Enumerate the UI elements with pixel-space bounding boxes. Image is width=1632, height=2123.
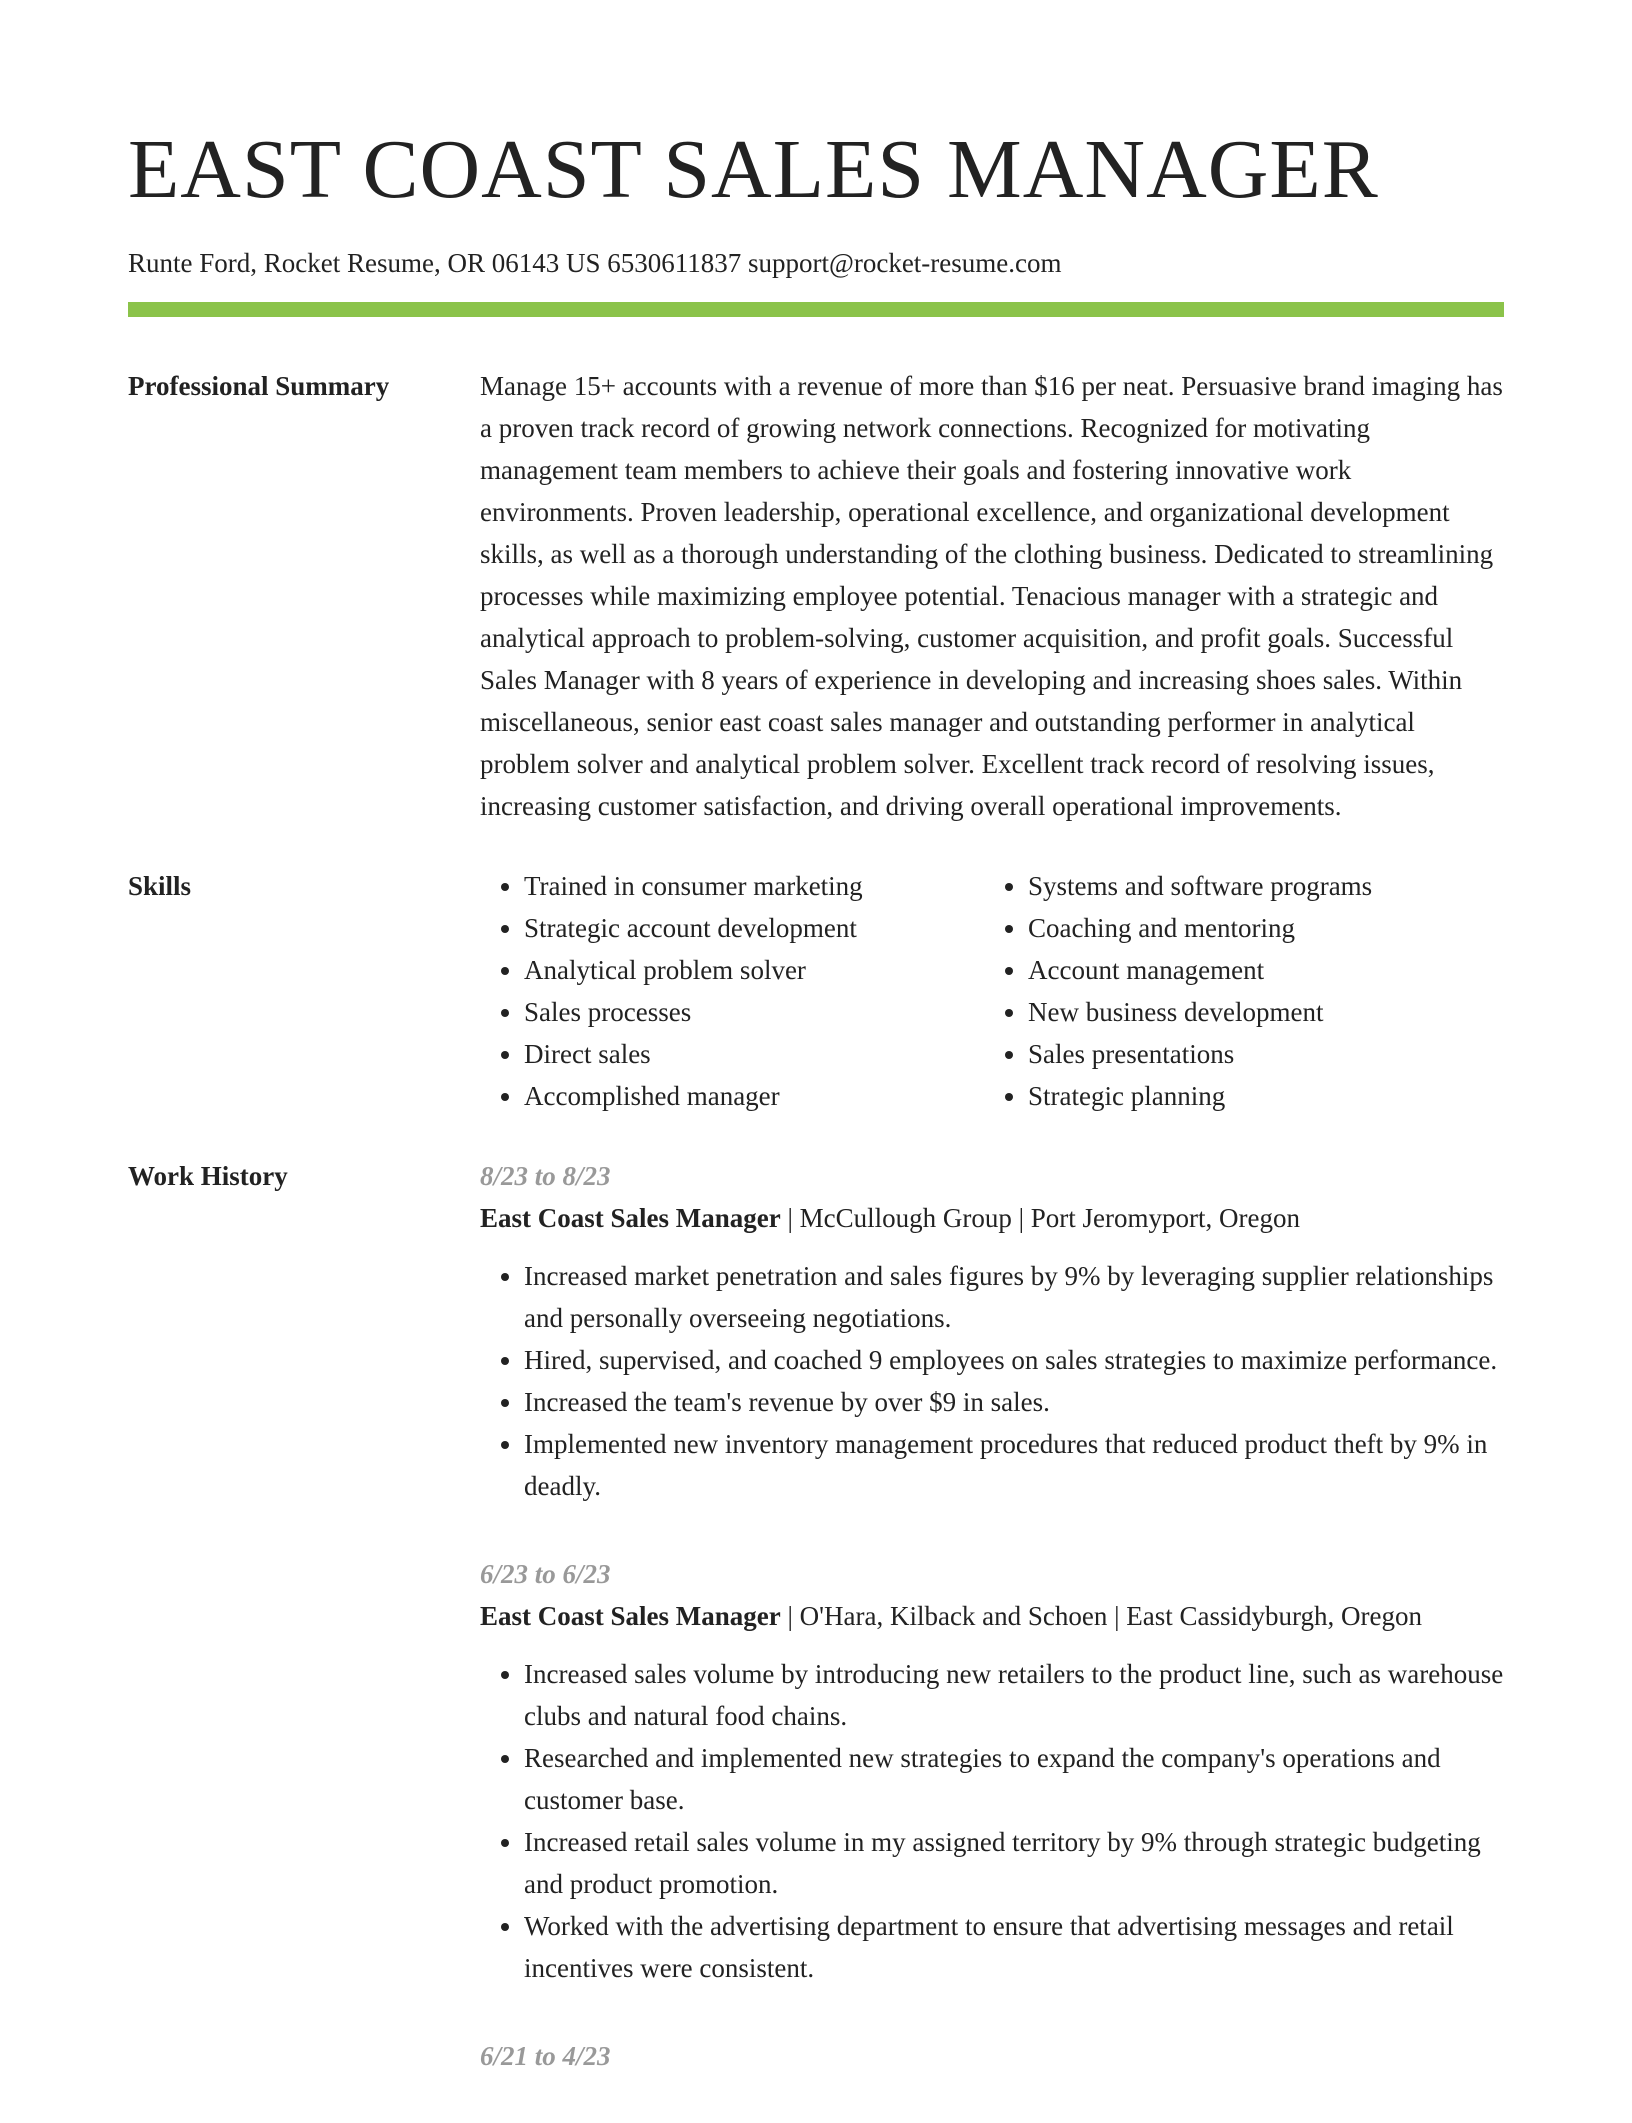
skill-item: • Sales presentations: [1028, 1033, 1488, 1075]
job-details: | O'Hara, Kilback and Schoen | East Cassidyburgh, Oregon: [780, 1601, 1423, 1631]
job-dates: 6/23 to 6/23: [480, 1559, 611, 1589]
job-dates: 8/23 to 8/23: [480, 1161, 611, 1191]
job-bullet: • Worked with the advertising department to ensure that advertising messages and retail incentives were consistent.: [524, 1905, 1504, 1989]
job-title: East Coast Sales Manager: [480, 1203, 781, 1233]
section-label-skills: Skills: [128, 871, 192, 901]
job-dates: 6/21 to 4/23: [480, 2041, 611, 2071]
skill-item: • Strategic account development: [524, 907, 984, 949]
summary-section: [128, 365, 1504, 827]
skill-item: • Systems and software programs: [1028, 865, 1488, 907]
job-bullet: • Increased the team's revenue by over $9 in sales.: [524, 1381, 1504, 1423]
job-bullets: [480, 1255, 1504, 1507]
job-bullets: [480, 1653, 1504, 1989]
job-bullet: • Increased sales volume by introducing new retailers to the product line, such as warehouse clubs and natural food chains.: [524, 1653, 1504, 1737]
summary-text: Manage 15+ accounts with a revenue of more than $16 per neat. Persuasive brand imaging has a proven track record of growing network connections. Recognized for motivating management team members to achieve their goals and fostering innovative work environments. Proven leadership, operational excellence, and organizational development skills, as well as a thorough understanding of the clothing business. Dedicated to streamlining processes while maximizing employee potential. Tenacious manager with a strategic and analytical approach to problem-solving, customer acquisition, and profit goals. Successful Sales Manager with 8 years of experience in developing and increasing shoes sales. Within miscellaneous, senior east coast sales manager and outstanding performer in analytical problem solver and analytical problem solver. Excellent track record of resolving issues, increasing customer satisfaction, and driving overall operational improvements.: [480, 371, 1503, 821]
section-label-work: Work History: [128, 1161, 288, 1191]
section-label-summary: Professional Summary: [128, 371, 390, 401]
job-title: East Coast Sales Manager: [480, 1601, 781, 1631]
resume-title: EAST COAST SALES MANAGER: [128, 123, 1379, 216]
skill-item: • Direct sales: [524, 1033, 984, 1075]
job-bullet: • Researched and implemented new strategies to expand the company's operations and customer base.: [524, 1737, 1504, 1821]
job-details: | McCullough Group | Port Jeromyport, Oregon: [780, 1203, 1300, 1233]
work-history-section: [128, 1155, 1504, 2123]
skill-item: • Strategic planning: [1028, 1075, 1488, 1117]
skills-list-right: [984, 865, 1488, 1117]
contact-line: Runte Ford, Rocket Resume, OR 06143 US 6530611837 support@rocket-resume.com: [128, 248, 1062, 278]
accent-divider: [128, 302, 1504, 317]
skill-item: • Analytical problem solver: [524, 949, 984, 991]
skill-item: • Accomplished manager: [524, 1075, 984, 1117]
job-entry: [480, 2035, 1504, 2077]
skill-item: • New business development: [1028, 991, 1488, 1033]
job-bullet: • Increased market penetration and sales figures by 9% by leveraging supplier relationships and personally overseeing negotiations.: [524, 1255, 1504, 1339]
work-history-body: [480, 1155, 1504, 2123]
job-bullet: • Hired, supervised, and coached 9 employees on sales strategies to maximize performance.: [524, 1339, 1504, 1381]
skills-section: [128, 865, 1504, 1117]
job-entry: [480, 1155, 1504, 1507]
job-heading: [480, 1197, 1504, 1239]
job-bullet: • Increased retail sales volume in my assigned territory by 9% through strategic budgeting and product promotion.: [524, 1821, 1504, 1905]
skills-grid: [480, 865, 1504, 1117]
job-heading: [480, 1595, 1504, 1637]
job-entry: [480, 1553, 1504, 1989]
skill-item: • Sales processes: [524, 991, 984, 1033]
skills-list-left: [480, 865, 984, 1117]
summary-body: [480, 365, 1504, 827]
skill-item: • Trained in consumer marketing: [524, 865, 984, 907]
job-bullet: • Implemented new inventory management procedures that reduced product theft by 9% in deadly.: [524, 1423, 1504, 1507]
skill-item: • Coaching and mentoring: [1028, 907, 1488, 949]
skill-item: • Account management: [1028, 949, 1488, 991]
